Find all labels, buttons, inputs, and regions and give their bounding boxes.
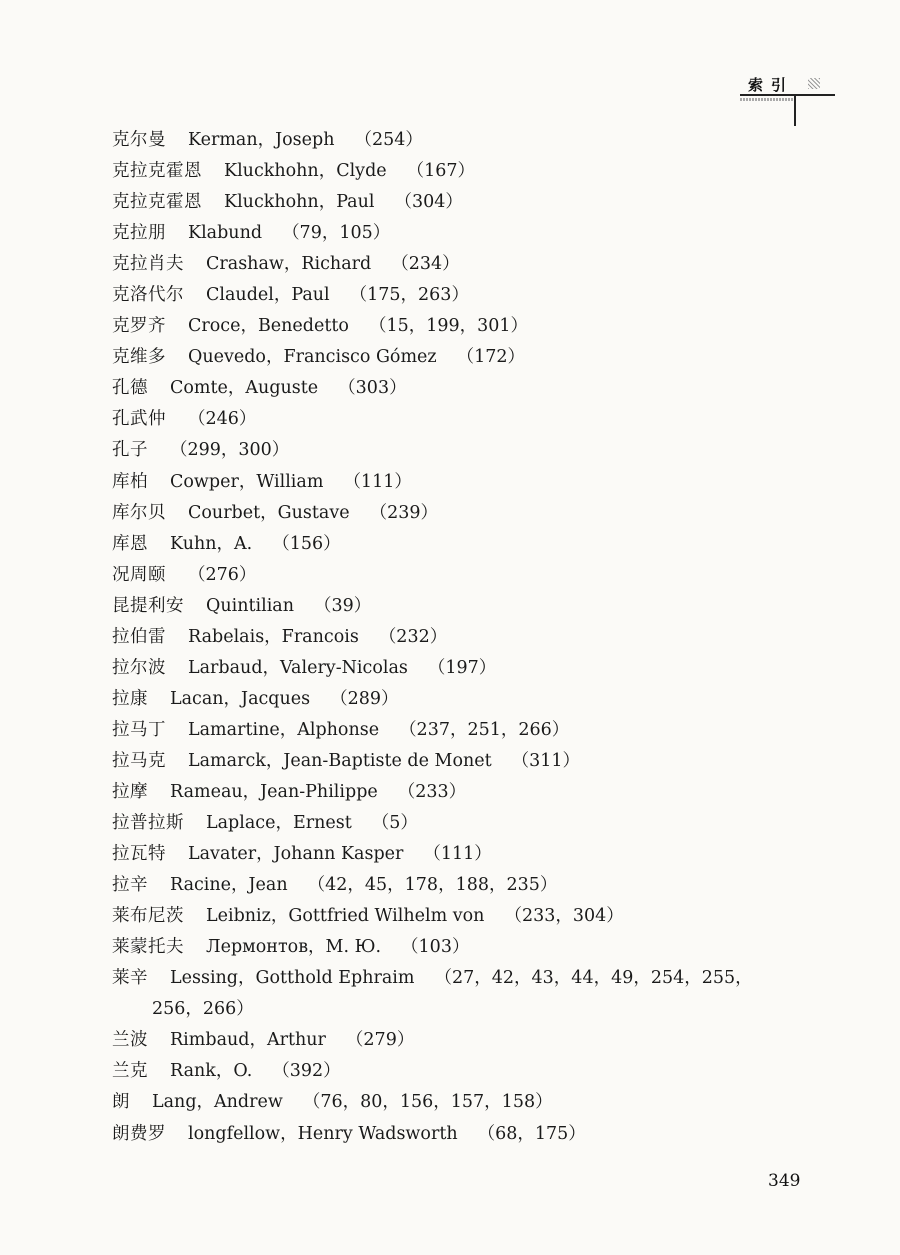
entry-original-name: Rank，O. xyxy=(170,1061,253,1082)
entry-original-name: Lessing，Gotthold Ephraim xyxy=(170,968,415,989)
entry-chinese-name: 拉伯雷 xyxy=(112,626,166,647)
entry-original-name: Courbet，Gustave xyxy=(188,502,350,523)
entry-chinese-name: 拉摩 xyxy=(112,781,148,802)
index-entry xyxy=(0,187,900,218)
entry-page-refs: （239） xyxy=(369,502,438,523)
entry-page-refs: （167） xyxy=(406,161,476,182)
index-entry xyxy=(0,591,900,622)
entry-chinese-name: 孔子 xyxy=(112,440,148,461)
index-entry xyxy=(0,932,900,963)
entry-original-name: Lamartine，Alphonse xyxy=(188,719,380,740)
entry-page-refs: （42，45，178，188，235） xyxy=(307,875,558,896)
entry-chinese-name: 克罗齐 xyxy=(112,316,166,337)
index-entry xyxy=(0,870,900,901)
running-header xyxy=(740,74,840,132)
entry-chinese-name: 朗 xyxy=(112,1092,130,1113)
index-entry xyxy=(0,1025,900,1056)
entry-chinese-name: 昆提利安 xyxy=(112,595,184,616)
entry-page-refs: （311） xyxy=(511,750,581,771)
entry-chinese-name: 莱辛 xyxy=(112,968,148,989)
index-entry-continuation: 256，266） xyxy=(152,999,254,1020)
entry-original-name: Laplace，Ernest xyxy=(206,813,352,834)
header-ornament xyxy=(808,78,820,89)
index-entry xyxy=(0,342,900,373)
entry-original-name: Claudel，Paul xyxy=(206,285,330,306)
entry-chinese-name: 莱蒙托夫 xyxy=(112,937,184,958)
entry-chinese-name: 克维多 xyxy=(112,347,166,368)
entry-page-refs: （303） xyxy=(338,378,407,399)
entry-page-refs: （15，199，301） xyxy=(368,316,529,337)
entry-original-name: Lacan，Jacques xyxy=(170,688,311,709)
index-entry xyxy=(0,715,900,746)
index-entry xyxy=(0,156,900,187)
entry-chinese-name: 拉尔波 xyxy=(112,657,166,678)
index-entry xyxy=(0,467,900,498)
entry-chinese-name: 拉康 xyxy=(112,688,148,709)
header-title: 索引 xyxy=(748,76,795,94)
index-entry xyxy=(0,684,900,715)
index-entry xyxy=(0,622,900,653)
entry-page-refs: （289） xyxy=(330,688,399,709)
index-entry xyxy=(0,746,900,777)
entry-page-refs: （254） xyxy=(354,130,423,150)
entry-page-refs: （279） xyxy=(345,1030,415,1051)
index-entry xyxy=(0,498,900,529)
entry-original-name: Rimbaud，Arthur xyxy=(170,1030,326,1051)
entry-chinese-name: 拉普拉斯 xyxy=(112,813,184,834)
index-entry xyxy=(0,435,900,466)
index-entry xyxy=(0,901,900,932)
entry-original-name: Croce，Benedetto xyxy=(188,316,349,337)
entry-original-name: Lamarck，Jean-Baptiste de Monet xyxy=(188,750,492,771)
entry-page-refs: （234） xyxy=(391,254,460,275)
index-entry xyxy=(0,1056,900,1087)
entry-original-name: Kluckhohn，Paul xyxy=(224,192,375,213)
entry-page-refs: （111） xyxy=(423,844,492,865)
page-number: 349 xyxy=(768,1171,801,1191)
entry-page-refs: （5） xyxy=(371,813,418,834)
index-entry xyxy=(0,1087,900,1118)
entry-page-refs: （172） xyxy=(456,347,526,368)
entry-chinese-name: 克拉朋 xyxy=(112,223,166,244)
entry-chinese-name: 克拉肖夫 xyxy=(112,254,184,275)
index-entry xyxy=(0,125,900,156)
entry-original-name: Lang，Andrew xyxy=(152,1092,283,1113)
index-entry xyxy=(0,653,900,684)
entry-page-refs: （79，105） xyxy=(282,223,391,244)
entry-original-name: Lavater，Johann Kasper xyxy=(188,844,404,865)
index-entry xyxy=(0,963,900,994)
index-entry xyxy=(0,373,900,404)
entry-original-name: Kerman，Joseph xyxy=(188,130,335,150)
entry-chinese-name: 孔武仲 xyxy=(112,409,166,430)
entry-page-refs: （392） xyxy=(272,1061,341,1082)
entry-page-refs: （68，175） xyxy=(477,1123,586,1144)
entry-page-refs: （233） xyxy=(397,781,467,802)
entry-page-refs: （246） xyxy=(188,409,257,430)
entry-page-refs: （276） xyxy=(188,564,257,585)
entry-chinese-name: 拉马克 xyxy=(112,750,166,771)
index-entry xyxy=(0,1119,900,1150)
entry-page-refs: （27，42，43，44，49，254，255， xyxy=(434,968,753,989)
header-rule-dotted xyxy=(740,98,795,101)
entry-page-refs: （233，304） xyxy=(504,906,624,927)
entry-original-name: Kluckhohn，Clyde xyxy=(224,161,387,182)
entry-page-refs: （103） xyxy=(401,937,470,958)
entry-original-name: Лермонтов，М. Ю. xyxy=(206,937,382,958)
entry-original-name: Cowper，William xyxy=(170,471,324,492)
index-entry xyxy=(0,560,900,591)
entry-original-name: Racine，Jean xyxy=(170,875,288,896)
entry-original-name: Comte，Auguste xyxy=(170,378,319,399)
entry-original-name: Larbaud，Valery-Nicolas xyxy=(188,657,408,678)
entry-original-name: Leibniz，Gottfried Wilhelm von xyxy=(206,906,485,927)
entry-chinese-name: 库恩 xyxy=(112,533,148,554)
entry-original-name: Rabelais，Francois xyxy=(188,626,359,647)
entry-chinese-name: 库尔贝 xyxy=(112,502,166,523)
header-vertical-rule xyxy=(794,94,796,126)
entry-page-refs: （197） xyxy=(427,657,497,678)
entry-chinese-name: 克洛代尔 xyxy=(112,285,184,306)
index-entry xyxy=(0,529,900,560)
entry-original-name: Crashaw，Richard xyxy=(206,254,372,275)
entry-original-name: Kuhn，A. xyxy=(170,533,253,554)
entry-chinese-name: 兰克 xyxy=(112,1061,148,1082)
index-entry-list xyxy=(0,125,900,1150)
entry-chinese-name: 克尔曼 xyxy=(112,130,166,150)
header-rule xyxy=(740,94,835,96)
index-entry xyxy=(0,839,900,870)
entry-original-name: Quevedo，Francisco Gómez xyxy=(188,347,437,368)
index-entry xyxy=(0,777,900,808)
entry-page-refs: （156） xyxy=(272,533,341,554)
entry-chinese-name: 拉马丁 xyxy=(112,719,166,740)
index-entry xyxy=(0,404,900,435)
entry-chinese-name: 拉辛 xyxy=(112,875,148,896)
index-entry xyxy=(0,249,900,280)
entry-chinese-name: 朗费罗 xyxy=(112,1123,166,1144)
entry-chinese-name: 克拉克霍恩 xyxy=(112,161,202,182)
entry-original-name: Klabund xyxy=(188,223,263,244)
entry-chinese-name: 莱布尼茨 xyxy=(112,906,184,927)
entry-chinese-name: 况周颐 xyxy=(112,564,166,585)
entry-page-refs: （299，300） xyxy=(170,440,290,461)
entry-page-refs: （175，263） xyxy=(349,285,469,306)
entry-chinese-name: 孔德 xyxy=(112,378,148,399)
entry-page-refs: （232） xyxy=(378,626,448,647)
entry-original-name: longfellow，Henry Wadsworth xyxy=(188,1123,458,1144)
entry-chinese-name: 库柏 xyxy=(112,471,148,492)
entry-original-name: Quintilian xyxy=(206,595,295,616)
entry-page-refs: （237，251，266） xyxy=(399,719,570,740)
index-entry xyxy=(0,311,900,342)
entry-chinese-name: 克拉克霍恩 xyxy=(112,192,202,213)
entry-page-refs: （111） xyxy=(343,471,412,492)
entry-page-refs: （39） xyxy=(314,595,372,616)
entry-chinese-name: 兰波 xyxy=(112,1030,148,1051)
entry-chinese-name: 拉瓦特 xyxy=(112,844,166,865)
entry-page-refs: （304） xyxy=(394,192,463,213)
index-entry xyxy=(0,808,900,839)
index-entry xyxy=(0,218,900,249)
entry-original-name: Rameau，Jean-Philippe xyxy=(170,781,378,802)
index-entry xyxy=(0,280,900,311)
entry-page-refs: （76，80，156，157，158） xyxy=(302,1092,553,1113)
